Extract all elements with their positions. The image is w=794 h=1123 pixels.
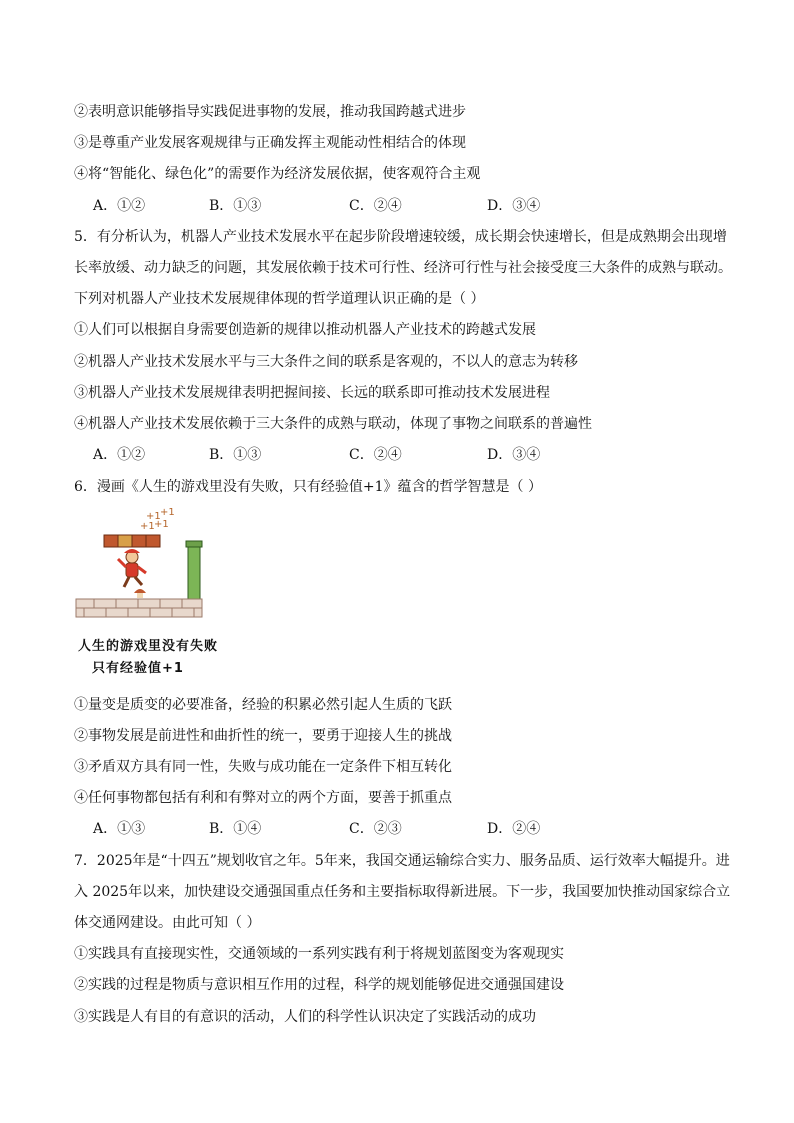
q4-item-4: ④将“智能化、绿色化”的需要作为经济发展依据，使客观符合主观 <box>74 166 481 182</box>
q6-item-4: ④任何事物都包括有利和有弊对立的两个方面，要善于抓重点 <box>74 790 452 806</box>
q7-stem-line-1: 7．2025年是“十四五”规划收官之年。5年来，我国交通运输综合实力、服务品质、运行效率大幅提升。进 <box>74 853 730 869</box>
q4-option-a: A．①② <box>93 198 146 214</box>
q5-item-1: ①人们可以根据自身需要创造新的规律以推动机器人产业技术的跨越式发展 <box>74 322 536 338</box>
q6-item-1: ①量变是质变的必要准备，经验的积累必然引起人生质的飞跃 <box>74 697 452 713</box>
q7-stem-line-2: 入 2025年以来，加快建设交通强国重点任务和主要指标取得新进展。下一步，我国要加快推动国家综合立 <box>74 884 731 900</box>
q6-option-c: C．②③ <box>349 821 402 837</box>
comic-caption-line-1: 人生的游戏里没有失败 <box>78 639 219 654</box>
q5-stem-line-2: 长率放缓、动力缺乏的问题，其发展依赖于技术可行性、经济可行性与社会接受度三大条件的成熟与联动。 <box>74 260 732 276</box>
q5-item-3: ③机器人产业技术发展规律表明把握间接、长远的联系即可推动技术发展进程 <box>74 385 550 401</box>
q5-stem-line-1: 5．有分析认为，机器人产业技术发展水平在起步阶段增速较缓，成长期会快速增长，但是成熟期会出现增 <box>74 229 727 245</box>
q5-option-c: C．②④ <box>349 447 402 463</box>
plus-one-mark: +1 <box>160 507 175 518</box>
q7-item-3: ③实践是人有目的有意识的活动，人们的科学性认识决定了实践活动的成功 <box>74 1009 536 1025</box>
q4-option-d: D．③④ <box>487 198 541 214</box>
q6-option-d: D．②④ <box>487 821 541 837</box>
plus-one-mark: +1 <box>154 519 169 530</box>
comic-caption-line-2: 只有经验值+1 <box>92 661 184 676</box>
brick-ground <box>76 599 202 617</box>
q5-option-d: D．③④ <box>487 447 541 463</box>
q6-item-3: ③矛盾双方具有同一性，失败与成功能在一定条件下相互转化 <box>74 759 452 775</box>
q6-option-a: A．①③ <box>93 821 146 837</box>
green-pipe <box>186 541 202 599</box>
plus-one-mark: +1 <box>140 521 155 532</box>
q5-stem-line-3: 下列对机器人产业技术发展规律体现的哲学道理认识正确的是（ ） <box>74 291 485 307</box>
q5-item-2: ②机器人产业技术发展水平与三大条件之间的联系是客观的，不以人的意志为转移 <box>74 354 578 370</box>
q5-option-a: A．①② <box>93 447 146 463</box>
plus-one-mark: +1 <box>146 511 161 522</box>
q6-stem: 6．漫画《人生的游戏里没有失败，只有经验值+1》蕴含的哲学智慧是（ ） <box>74 479 542 495</box>
q4-option-c: C．②④ <box>349 198 402 214</box>
q4-item-2: ②表明意识能够指导实践促进事物的发展，推动我国跨越式进步 <box>74 104 466 120</box>
q7-item-1: ①实践具有直接现实性，交通领域的一系列实践有利于将规划蓝图变为客观现实 <box>74 946 564 962</box>
q4-item-3: ③是尊重产业发展客观规律与正确发挥主观能动性相结合的体现 <box>74 135 466 151</box>
mushroom <box>134 589 146 598</box>
comic-drawing <box>74 505 214 625</box>
q5-item-4: ④机器人产业技术发展依赖于三大条件的成熟与联动，体现了事物之间联系的普遍性 <box>74 416 592 432</box>
q5-option-b: B．①③ <box>209 447 262 463</box>
q6-option-b: B．①④ <box>209 821 262 837</box>
q7-stem-line-3: 体交通网建设。由此可知（ ） <box>74 915 261 931</box>
q4-option-b: B．①③ <box>209 198 262 214</box>
brick-blocks <box>104 535 160 547</box>
jumping-character <box>118 549 146 587</box>
q6-item-2: ②事物发展是前进性和曲折性的统一，要勇于迎接人生的挑战 <box>74 728 452 744</box>
q7-item-2: ②实践的过程是物质与意识相互作用的过程，科学的规划能够促进交通强国建设 <box>74 977 564 993</box>
